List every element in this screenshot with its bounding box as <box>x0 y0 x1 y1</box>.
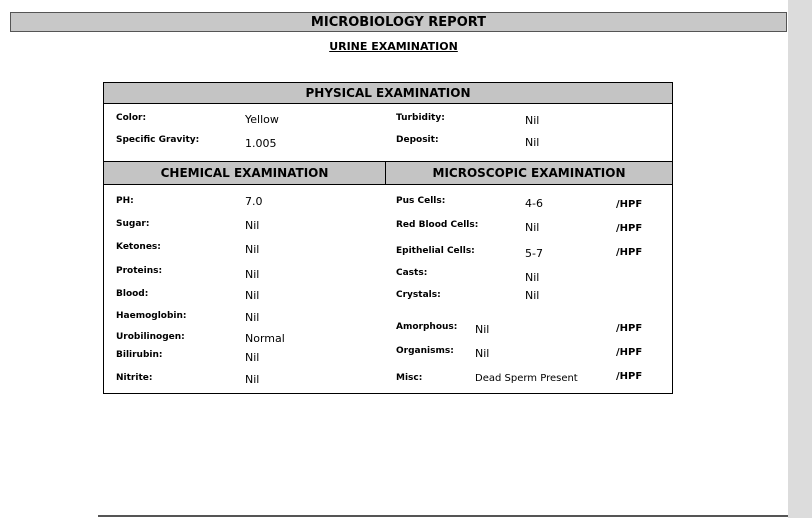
microscopic-label: Epithelial Cells: <box>396 246 475 256</box>
chemical-label: PH: <box>116 196 134 206</box>
chemical-value: Nil <box>245 311 260 324</box>
chemical-value: Normal <box>245 332 285 345</box>
microscopic-value: Nil <box>525 289 540 302</box>
microscopic-unit: /HPF <box>616 199 643 210</box>
microscopic-label: Misc: <box>396 373 423 383</box>
page-divider <box>98 515 788 517</box>
chemical-label: Blood: <box>116 289 149 299</box>
microscopic-unit: /HPF <box>616 347 643 358</box>
physical-value: 1.005 <box>245 137 277 150</box>
chemical-label: Haemoglobin: <box>116 311 187 321</box>
physical-label: Deposit: <box>396 135 439 145</box>
microscopic-label: Pus Cells: <box>396 196 446 206</box>
microscopic-value: Nil <box>525 271 540 284</box>
microscopic-value: Nil <box>525 221 540 234</box>
report-title: MICROBIOLOGY REPORT <box>10 12 787 32</box>
microscopic-unit: /HPF <box>616 247 643 258</box>
chemical-value: Nil <box>245 268 260 281</box>
microscopic-label: Red Blood Cells: <box>396 220 479 230</box>
chemical-value: 7.0 <box>245 195 263 208</box>
microscopic-unit: /HPF <box>616 323 643 334</box>
results-table <box>103 82 673 394</box>
microscopic-value: Nil <box>475 347 490 360</box>
chemical-label: Bilirubin: <box>116 350 163 360</box>
microscopic-value: Dead Sperm Present <box>475 373 578 384</box>
microscopic-value: Nil <box>475 323 490 336</box>
chemical-value: Nil <box>245 351 260 364</box>
chemical-label: Ketones: <box>116 242 161 252</box>
chemical-value: Nil <box>245 289 260 302</box>
microscopic-value: 5-7 <box>525 247 543 260</box>
microscopic-label: Amorphous: <box>396 322 458 332</box>
physical-label: Color: <box>116 113 147 123</box>
physical-heading: PHYSICAL EXAMINATION <box>103 82 673 104</box>
physical-label: Specific Gravity: <box>116 135 200 145</box>
chemical-value: Nil <box>245 219 260 232</box>
chemical-label: Urobilinogen: <box>116 332 185 342</box>
microscopic-label: Crystals: <box>396 290 441 300</box>
chemical-label: Proteins: <box>116 266 163 276</box>
microscopic-label: Casts: <box>396 268 428 278</box>
chemical-label: Nitrite: <box>116 373 153 383</box>
physical-label: Turbidity: <box>396 113 445 123</box>
chemical-label: Sugar: <box>116 219 150 229</box>
microscopic-label: Organisms: <box>396 346 454 356</box>
vertical-scrollbar[interactable] <box>788 0 812 518</box>
report-subtitle: URINE EXAMINATION <box>329 40 458 53</box>
microscopic-heading: MICROSCOPIC EXAMINATION <box>385 161 673 185</box>
chemical-heading: CHEMICAL EXAMINATION <box>103 161 386 185</box>
chemical-value: Nil <box>245 243 260 256</box>
microscopic-unit: /HPF <box>616 223 643 234</box>
physical-value: Nil <box>525 136 540 149</box>
physical-value: Nil <box>525 114 540 127</box>
physical-value: Yellow <box>245 113 279 126</box>
microscopic-value: 4-6 <box>525 197 543 210</box>
chemical-value: Nil <box>245 373 260 386</box>
microscopic-unit: /HPF <box>616 371 643 382</box>
